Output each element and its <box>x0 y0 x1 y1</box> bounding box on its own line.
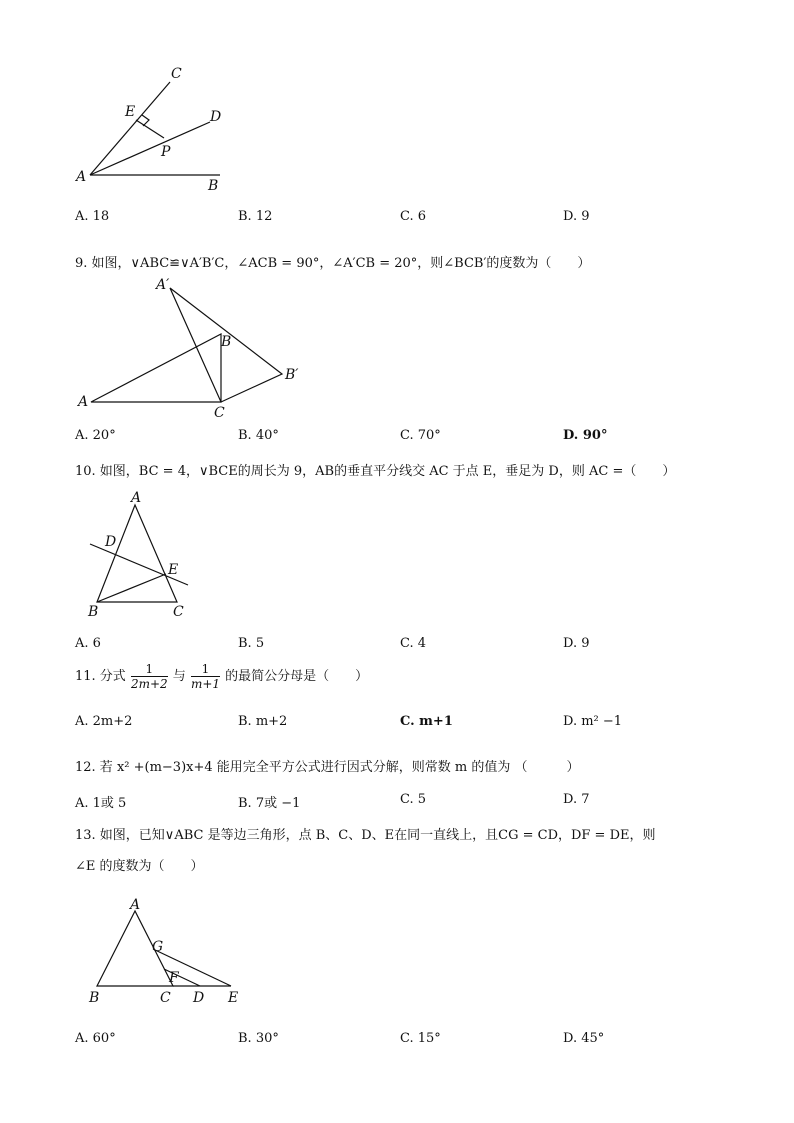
label-C: C <box>214 405 225 421</box>
label-A: A <box>130 897 141 913</box>
q11-option-b[interactable]: B. m+2 <box>238 714 288 729</box>
label-A: A <box>76 169 87 185</box>
q9-option-a[interactable]: A. 20° <box>75 428 116 443</box>
q10-option-a[interactable]: A. 6 <box>75 636 101 651</box>
q9-option-c[interactable]: C. 70° <box>400 428 441 443</box>
label-G: G <box>152 939 164 955</box>
segment-EP <box>136 120 164 138</box>
q13-text-line2: ∠E 的度数为（ ） <box>75 859 204 874</box>
segment-GE <box>153 949 231 986</box>
q13-option-c[interactable]: C. 15° <box>400 1031 441 1046</box>
q10-option-c[interactable]: C. 4 <box>400 636 427 651</box>
label-E: E <box>125 104 136 120</box>
label-Ap: A′ <box>156 277 170 293</box>
label-F: F <box>169 970 179 986</box>
fraction-2: $\frac{1}{m+1}$ <box>190 662 221 691</box>
q8-option-a[interactable]: A. 18 <box>75 209 110 224</box>
q11-text <box>75 662 368 691</box>
q9-text: 9. 如图，∨ABC≌∨A′B′C，∠ACB = 90°，∠A′CB = 20°，则∠BCB′的度数为（ ） <box>75 256 591 271</box>
label-D: D <box>193 990 205 1006</box>
figure-q13 <box>80 893 255 1013</box>
q11-option-d[interactable]: D. m² −1 <box>563 714 623 729</box>
label-B: B <box>221 334 232 350</box>
ray-AD <box>90 122 210 175</box>
label-E: E <box>228 990 239 1006</box>
label-A: A <box>78 394 89 410</box>
q11-option-a[interactable]: A. 2m+2 <box>75 714 133 729</box>
label-D: D <box>105 534 117 550</box>
label-E: E <box>168 562 179 578</box>
q13-option-b[interactable]: B. 30° <box>238 1031 279 1046</box>
triangle-ABC <box>91 334 221 402</box>
triangle-ABC <box>97 505 177 602</box>
q8-option-d[interactable]: D. 9 <box>563 209 590 224</box>
q9-option-b[interactable]: B. 40° <box>238 428 279 443</box>
label-B: B <box>88 604 99 620</box>
figure-q9 <box>70 272 310 422</box>
q11-mid: 与 <box>172 669 186 684</box>
label-P: P <box>161 144 171 160</box>
q12-option-c[interactable]: C. 5 <box>400 792 427 807</box>
q10-option-d[interactable]: D. 9 <box>563 636 590 651</box>
q10-text: 10. 如图，BC = 4，∨BCE的周长为 9，AB的垂直平分线交 AC 于点 E，垂足为 D，则 AC =（ ） <box>75 464 676 479</box>
segment-BE <box>97 574 166 602</box>
q8-option-c[interactable]: C. 6 <box>400 209 427 224</box>
label-A: A <box>131 490 142 506</box>
label-C: C <box>160 990 171 1006</box>
q10-option-b[interactable]: B. 5 <box>238 636 265 651</box>
q11-suffix: 的最简公分母是（ ） <box>225 669 369 684</box>
q12-text: 12. 若 x² +(m−3)x+4 能用完全平方公式进行因式分解，则常数 m 的值为 （ ） <box>75 760 580 775</box>
q13-text-line1: 13. 如图，已知∨ABC 是等边三角形，点 B、C、D、E在同一直线上，且CG = CD，DF = DE，则 <box>75 828 656 843</box>
label-B: B <box>89 990 100 1006</box>
q13-option-d[interactable]: D. 45° <box>563 1031 605 1046</box>
label-Bp: B′ <box>285 367 299 383</box>
q12-option-b[interactable]: B. 7或 −1 <box>238 796 301 811</box>
q12-option-a[interactable]: A. 1或 5 <box>75 796 127 811</box>
fraction-1: $\frac{1}{2m+2}$ <box>130 662 168 691</box>
q8-option-b[interactable]: B. 12 <box>238 209 273 224</box>
q11-option-c[interactable]: C. m+1 <box>400 714 453 729</box>
q13-option-a[interactable]: A. 60° <box>75 1031 116 1046</box>
ray-AC <box>90 82 170 175</box>
label-C: C <box>171 66 182 82</box>
q11-prefix: 11. 分式 <box>75 669 126 684</box>
label-C: C <box>173 604 184 620</box>
q9-option-d[interactable]: D. 90° <box>563 428 608 443</box>
label-B: B <box>208 178 219 194</box>
q12-option-d[interactable]: D. 7 <box>563 792 590 807</box>
figure-q8 <box>70 60 240 195</box>
figure-q10 <box>80 488 200 623</box>
label-D: D <box>210 109 222 125</box>
